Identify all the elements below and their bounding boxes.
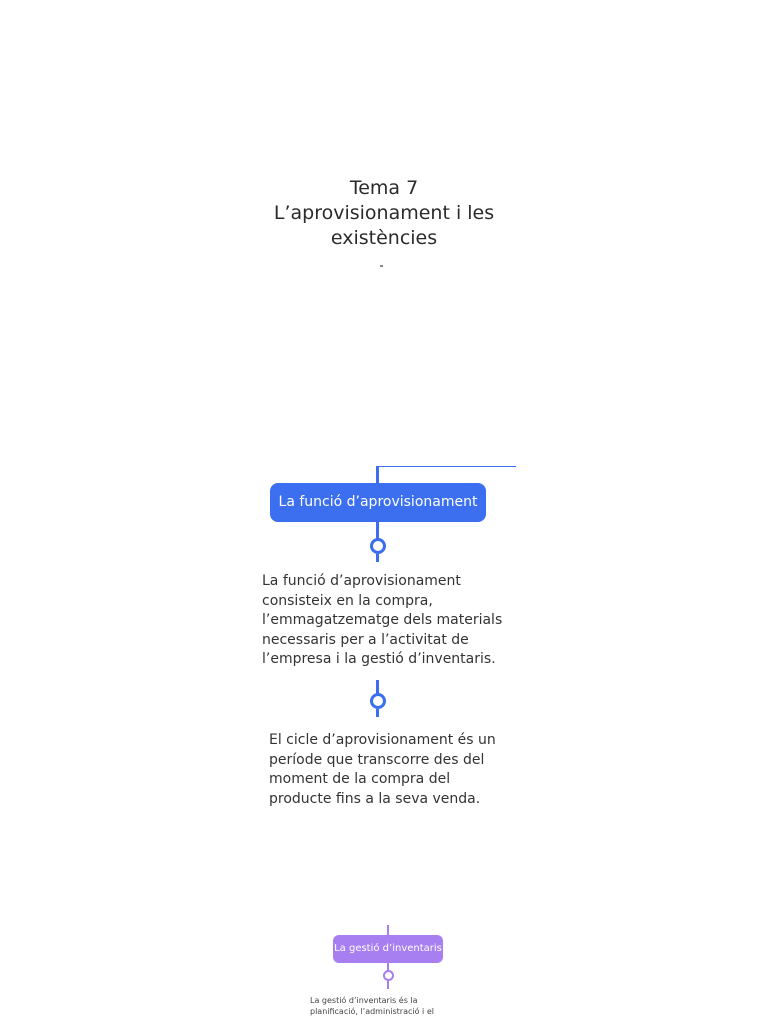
branch-line — [376, 466, 379, 484]
central-topic-line-1: Tema 7 — [349, 177, 419, 199]
text-line: necessaris per a l’activitat de — [262, 631, 469, 648]
collapse-toggle-circle-icon[interactable] — [370, 538, 386, 554]
subtopic-gestio-description[interactable] — [310, 995, 434, 1017]
central-topic[interactable] — [234, 176, 534, 251]
text-line: planificació, l’administració i el — [310, 1007, 434, 1016]
collapse-toggle-circle-icon[interactable] — [370, 693, 386, 709]
central-topic-line-2: L’aprovisionament i les — [273, 202, 495, 224]
text-line: l’emmagatzematge dels materials — [262, 612, 503, 628]
subtopic-cicle-description[interactable] — [269, 731, 496, 809]
text-line: l’empresa i la gestió d’inventaris. — [262, 651, 496, 667]
text-line: La gestió d’inventaris és la — [310, 996, 418, 1005]
text-line: La funció d’aprovisionament — [262, 573, 461, 589]
text-line: període que transcorre des del — [269, 751, 485, 768]
text-line: El cicle d’aprovisionament és un — [269, 732, 496, 748]
text-line: producte fins a la seva venda. — [269, 790, 481, 807]
central-topic-marker — [380, 265, 383, 267]
branch-line — [387, 925, 389, 935]
subtopic-funcio-description[interactable] — [262, 572, 502, 670]
connector-line — [376, 680, 379, 694]
branch-line-horizontal — [378, 466, 516, 467]
collapse-toggle-circle-icon[interactable] — [383, 970, 394, 981]
central-topic-line-3: existències — [330, 227, 438, 249]
connector-line — [376, 709, 379, 717]
topic-node-gestio-inventaris[interactable]: La gestió d’inventaris — [333, 935, 443, 963]
text-line: consisteix en la compra, — [262, 592, 433, 609]
topic-node-funcio-aprovisionament[interactable]: La funció d’aprovisionament — [270, 483, 486, 522]
connector-line — [387, 981, 389, 989]
connector-line — [376, 554, 379, 562]
text-line: moment de la compra del — [269, 771, 451, 787]
